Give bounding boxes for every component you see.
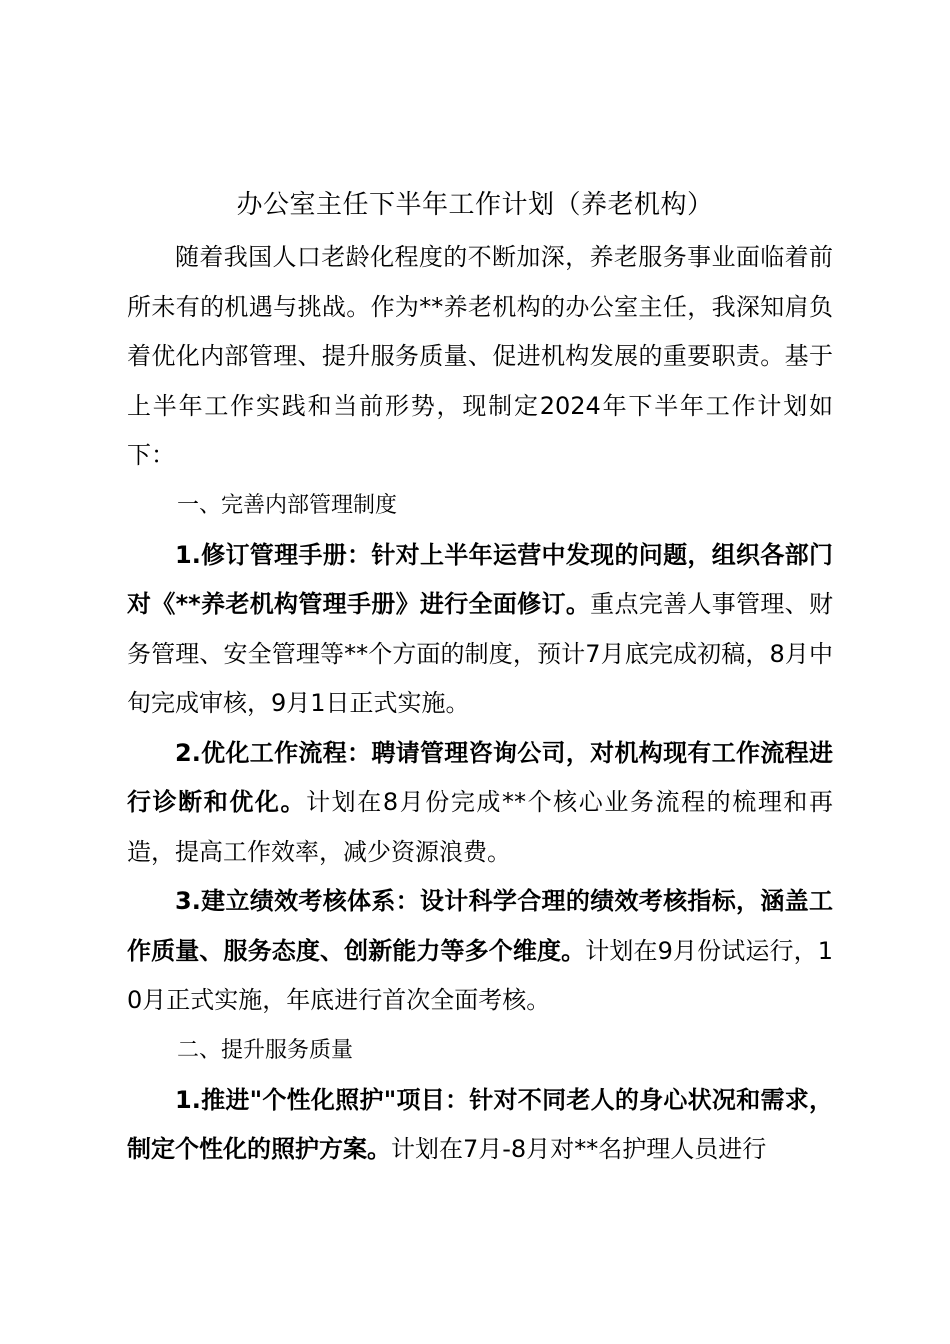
document-title: 办公室主任下半年工作计划（养老机构） bbox=[236, 190, 714, 220]
paragraph-revise-manual bbox=[127, 531, 833, 729]
paragraph-lead-text: 2.优化工作流程：聘请管理咨询公司，对机构现有工作流程进行诊断和优化。 bbox=[127, 738, 833, 816]
paragraph-lead-text: 1.推进"个性化照护"项目：针对不同老人的身心状况和需求，制定个性化的照护方案。 bbox=[127, 1085, 833, 1163]
paragraph-personalized-care bbox=[127, 1076, 833, 1175]
section-heading-management: 一、完善内部管理制度 bbox=[177, 492, 398, 518]
paragraph-body-text: 计划在9月份试运行，10月正式实施，年底进行首次全面考核。 bbox=[127, 936, 833, 1014]
paragraph-body-text: 计划在8月份完成**个核心业务流程的梳理和再造，提高工作效率，减少资源浪费。 bbox=[127, 788, 833, 866]
paragraph-body-text: 计划在7月-8月对**名护理人员进行 bbox=[391, 1135, 767, 1163]
paragraph-performance-system bbox=[127, 877, 833, 1026]
section-heading-service-quality: 二、提升服务质量 bbox=[177, 1037, 354, 1063]
paragraph-lead-text: 1.修订管理手册：针对上半年运营中发现的问题，组织各部门对《**养老机构管理手册》进行全面修订。 bbox=[127, 540, 833, 618]
paragraph-optimize-workflow bbox=[127, 729, 833, 878]
intro-paragraph: 随着我国人口老龄化程度的不断加深，养老服务事业面临着前所未有的机遇与挑战。作为**养老机构的办公室主任，我深知肩负着优化内部管理、提升服务质量、促进机构发展的重要职责。基于上半年工作实践和当前形势，现制定2024年下半年工作计划如下： bbox=[127, 243, 833, 469]
paragraph-body-text: 重点完善人事管理、财务管理、安全管理等**个方面的制度，预计7月底完成初稿，8月中旬完成审核，9月1日正式实施。 bbox=[127, 590, 833, 717]
document-body bbox=[127, 233, 833, 1175]
paragraph-lead-text: 3.建立绩效考核体系：设计科学合理的绩效考核指标，涵盖工作质量、服务态度、创新能力等多个维度。 bbox=[127, 887, 833, 965]
